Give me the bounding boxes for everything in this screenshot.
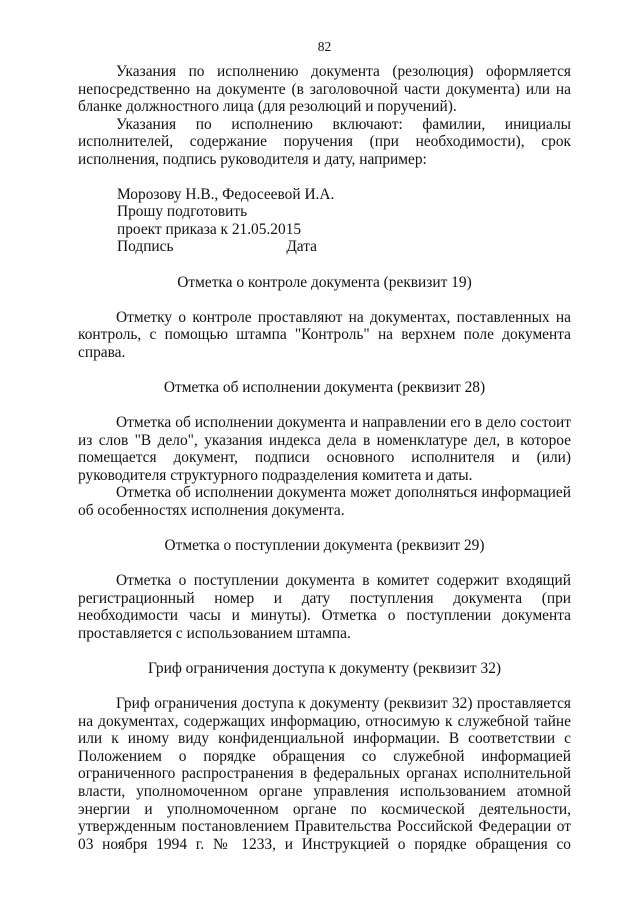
section-heading-receipt: Отметка о поступлении документа (реквизит 29) [164,537,485,555]
section-execution-paragraph-1: Отметка об исполнении документа и направлении его в дело состоит из слов "В дело", указания индекса дела в номенклатуре дел, в которое помещается документ, подписи основного исполнителя и (или) руководителя структурного подразделения комитета и даты. [78,413,571,484]
section-heading-execution: Отметка об исполнении документа (реквизит 28) [163,379,486,397]
page-number: 82 [317,39,332,54]
section-access-paragraph-1: Гриф ограничения доступа к документу (реквизит 32) проставляется на документах, содержащих информацию, относимую к служебной тайне или к иному виду конфиденциальной информации. В соответствии с Положением о порядке обращения со служебной информацией ограниченного распространения в федеральных органах исполнительной власти, уполномоченном органе управления использованием атомной энергии и уполномоченном органе по космической деятельности, утвержденным постановлением Правительства Российской Федерации от 03 ноября 1994 г. № 1233, и Инструкцией о порядке обращения со [78,695,571,853]
section-heading-control: Отметка о контроле документа (реквизит 19) [177,273,472,291]
section-execution-paragraph-2: Отметка об исполнении документа может дополняться информацией об особенностях исполнения документа. [78,484,571,519]
example-date-label: Дата [286,238,317,256]
page-content [78,38,571,853]
intro-paragraph-2: Указания по исполнению включают: фамилии, инициалы исполнителей, содержание поручения (при необходимости), срок исполнения, подпись руководителя и дату, например: [78,115,571,168]
section-control-paragraph-1: Отметку о контроле проставляют на документах, поставленных на контроль, с помощью штампа "Контроль" на верхнем поле документа справа. [78,308,571,361]
resolution-example [117,186,571,256]
section-heading-access: Гриф ограничения доступа к документу (реквизит 32) [147,660,502,678]
example-signature-row [117,238,317,256]
example-line-task: проект приказа к 21.05.2015 [117,220,302,238]
section-receipt-paragraph-1: Отметка о поступлении документа в комитет содержит входящий регистрационный номер и дату поступления документа (при необходимости часы и минуты). Отметка о поступлении документа проставляется с использованием штампа. [78,572,571,642]
example-line-addressees: Морозову Н.В., Федосеевой И.А. [117,185,335,203]
intro-paragraph-1: Указания по исполнению документа (резолюция) оформляется непосредственно на документе (в заголовочной части документа) или на бланке должностного лица (для резолюций и поручений). [78,63,571,116]
example-line-request: Прошу подготовить [117,203,248,221]
example-signature-label: Подпись [117,238,174,256]
